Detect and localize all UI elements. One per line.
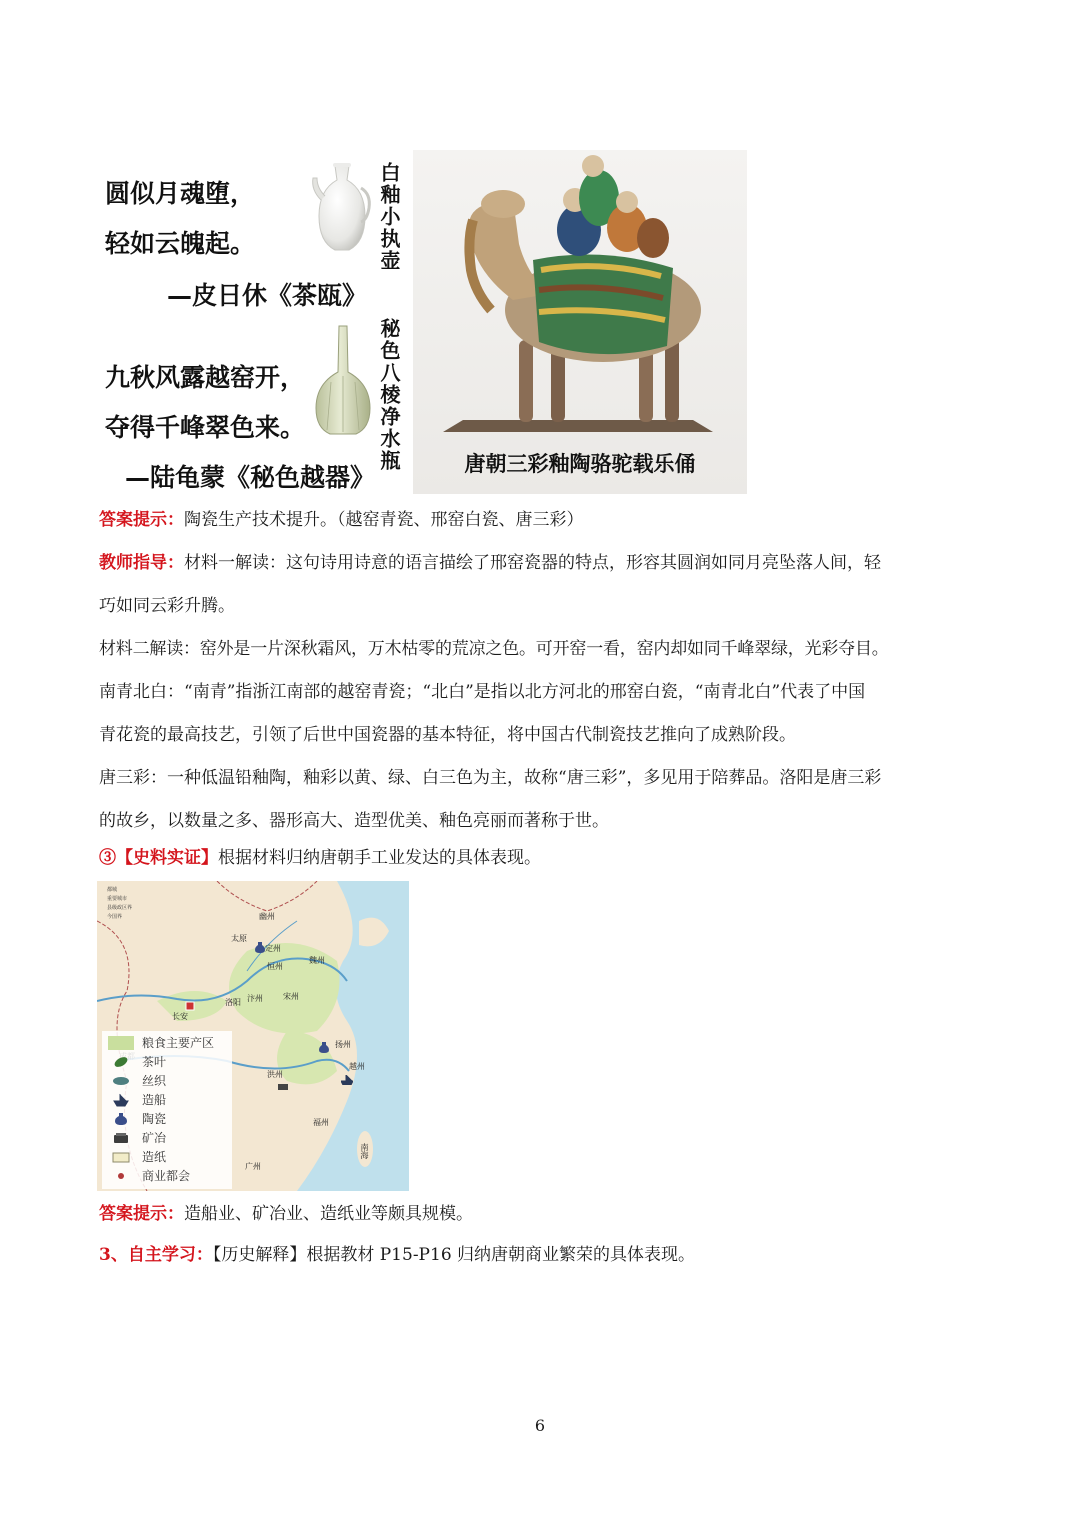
task-label: 【史料实证】 — [116, 848, 218, 868]
caption-vessel1: 白釉小执壶 — [377, 162, 401, 272]
poem1-line2: 轻如云魄起。 — [105, 229, 256, 258]
mining-marker-icon — [277, 1081, 289, 1091]
task-marker: ③ — [99, 848, 116, 868]
poem2-attribution: —陆龟蒙《秘色越器》 — [125, 463, 376, 492]
map-legend-city: 重要城市 — [107, 896, 128, 902]
poem1-line1: 圆似月魂堕， — [105, 179, 256, 208]
map-city-label: 扬州 — [335, 1040, 351, 1049]
self-study-label: 3、自主学习： — [99, 1245, 213, 1265]
white-ewer-image — [309, 160, 373, 256]
map-city-label: 恒州 — [267, 962, 283, 971]
answer-label: 答案提示： — [99, 510, 184, 530]
tea-leaf-icon — [108, 1055, 134, 1069]
map-city-label: 洛阳 — [225, 998, 241, 1007]
task-text: 根据材料归纳唐朝手工业发达的具体表现。 — [218, 848, 541, 868]
teacher-guidance — [99, 542, 989, 843]
answer-text: 陶瓷生产技术提升。（越窑青瓷、邢窑白瓷、唐三彩） — [184, 510, 584, 530]
self-study-bracket: 【历史解释】 — [212, 1245, 307, 1265]
teacher-line2: 巧如同云彩升腾。 — [99, 596, 235, 616]
map-city-label: 宋州 — [283, 992, 299, 1001]
legend-paper: 造纸 — [142, 1150, 167, 1164]
answer-label: 答案提示： — [99, 1204, 184, 1224]
answer-text: 造船业、矿冶业、造纸业等颇具规模。 — [184, 1204, 473, 1224]
shipbuilding-icon — [108, 1093, 134, 1107]
camel-caption: 唐朝三彩釉陶骆驼载乐俑 — [464, 451, 696, 476]
teacher-line5: 青花瓷的最高技艺，引领了后世中国瓷器的基本特征，将中国古代制瓷技艺推向了成熟阶段。 — [99, 725, 796, 745]
ceramics-icon — [108, 1112, 134, 1126]
silk-icon — [108, 1074, 134, 1088]
map-city-label: 汴州 — [247, 994, 263, 1003]
commerce-city-icon — [108, 1169, 134, 1183]
teacher-line4: 南青北白：“南青”指浙江南部的越窑青瓷；“北白”是指以北方河北的邢窑白瓷，“南青北白”代表了中国 — [99, 682, 866, 702]
task-3 — [99, 837, 989, 880]
capital-marker-icon — [185, 1001, 195, 1011]
self-study — [99, 1234, 989, 1277]
map-city-label: 长安 — [172, 1012, 188, 1021]
legend-silk: 丝织 — [142, 1074, 167, 1088]
caption-vessel2: 秘色八棱净水瓶 — [377, 318, 401, 472]
legend-ship: 造船 — [142, 1093, 167, 1107]
tang-handicraft-map — [97, 881, 409, 1191]
answer-hint-1 — [99, 499, 989, 542]
ceramic-marker-icon — [319, 1041, 329, 1053]
teacher-label: 教师指导： — [99, 553, 184, 573]
page-number: 6 — [534, 1416, 546, 1435]
poem1-attribution: —皮日休《茶瓯》 — [167, 281, 368, 310]
map-city-label: 广州 — [245, 1162, 261, 1171]
map-city-label: 太原 — [231, 934, 247, 943]
grain-area-swatch — [108, 1036, 134, 1050]
map-legend-capital: 都城 — [107, 887, 118, 893]
map-city-label: 定州 — [265, 944, 281, 953]
map-city-label: 越州 — [349, 1062, 365, 1071]
poem2-line2: 夺得千峰翠色来。 — [105, 413, 306, 442]
legend-commerce: 商业都会 — [142, 1169, 191, 1183]
ceramic-marker-icon — [255, 941, 265, 953]
legend-mining: 矿冶 — [142, 1131, 167, 1145]
map-legend-border: 今国界 — [107, 914, 123, 920]
poem2-line1: 九秋风露越窑开， — [105, 363, 306, 392]
camel-photo — [413, 150, 747, 494]
map-city-label: 福州 — [313, 1118, 329, 1127]
mining-icon — [108, 1131, 134, 1145]
paper-icon — [108, 1150, 134, 1164]
map-city-label: 洪州 — [267, 1070, 283, 1079]
map-legend-boundary: 县级政区界 — [107, 905, 133, 911]
map-legend — [102, 1031, 232, 1189]
camel-figurine-image — [413, 150, 747, 450]
legend-ceramics: 陶瓷 — [142, 1112, 167, 1126]
teacher-line6: 唐三彩：一种低温铅釉陶，釉彩以黄、绿、白三色为主，故称“唐三彩”，多见用于陪葬品。洛阳是唐三彩 — [99, 768, 882, 788]
map-city-label: 幽州 — [259, 912, 275, 921]
map-city-label: 魏州 — [309, 956, 325, 965]
map-sea-label: 南海 — [360, 1143, 369, 1159]
celadon-vase-image — [311, 324, 375, 436]
self-study-text: 根据教材 P15-P16 归纳唐朝商业繁荣的具体表现。 — [306, 1245, 696, 1265]
answer-hint-2 — [99, 1193, 989, 1236]
teacher-line3: 材料二解读：窑外是一片深秋霜风，万木枯零的荒凉之色。可开窑一看，窑内却如同千峰翠绿，光彩夺目。 — [99, 639, 889, 659]
teacher-line7: 的故乡，以数量之多、器形高大、造型优美、釉色亮丽而著称于世。 — [99, 811, 609, 831]
legend-tea: 茶叶 — [142, 1055, 167, 1069]
legend-grain: 粮食主要产区 — [142, 1036, 215, 1050]
teacher-line1: 材料一解读：这句诗用诗意的语言描绘了邢窑瓷器的特点，形容其圆润如同月亮坠落人间，轻 — [184, 553, 881, 573]
ship-marker-icon — [341, 1075, 353, 1085]
